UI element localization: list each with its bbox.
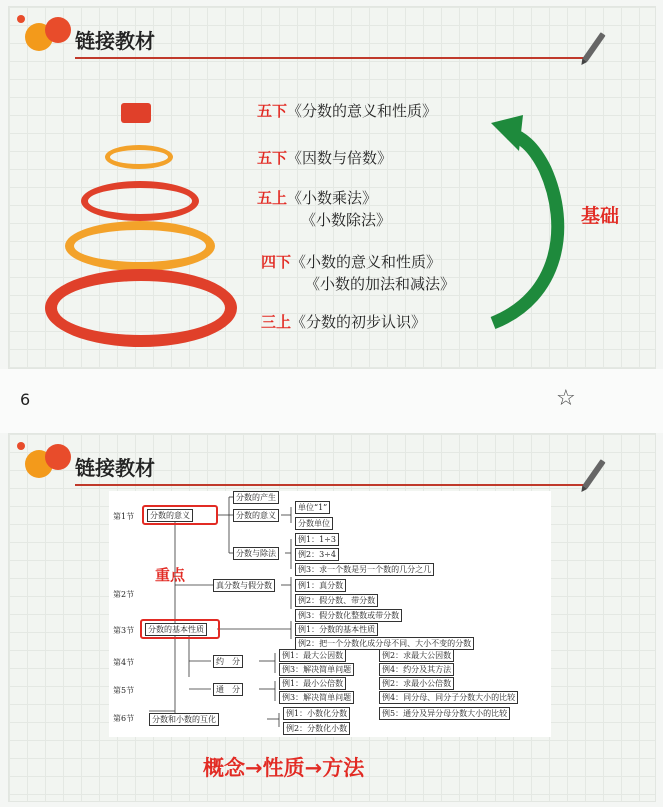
leaf-node: 例2：分数化小数 — [283, 722, 350, 735]
keyword-label: 重点 — [155, 566, 186, 584]
leaf-node: 分数单位 — [295, 517, 333, 530]
title-underline — [75, 57, 585, 59]
foundation-label: 基础 — [581, 205, 620, 227]
leaf-node: 例1：分数的基本性质 — [295, 623, 378, 636]
pencil-icon — [582, 459, 605, 489]
decor-dot-red — [45, 17, 71, 43]
main-node: 分数的意义 — [147, 509, 193, 522]
leaf-node: 例3：假分数化整数或带分数 — [295, 609, 402, 622]
title-underline — [75, 484, 585, 486]
book-line-1: 五下《分数的意义和性质》 — [257, 102, 438, 120]
section-label: 第4节 — [113, 658, 135, 667]
decor-dot-small — [17, 15, 25, 23]
page-number: 6 — [20, 390, 31, 409]
leaf-node: 例2：把一个分数化成分母不同、大小不变的分数 — [295, 637, 474, 650]
sub-node: 分数与除法 — [233, 547, 279, 560]
book-line-3: 五上《小数乘法》 — [257, 189, 378, 207]
ring-5-icon — [121, 103, 151, 123]
leaf-node: 例1：1÷3 — [295, 533, 339, 546]
ring-2-icon — [65, 221, 215, 271]
slide-title: 链接教材 — [75, 456, 155, 480]
leaf-node: 单位“1” — [295, 501, 330, 514]
sub-node: 约 分 — [213, 655, 243, 668]
slide-1[interactable] — [8, 6, 656, 369]
section-label: 第5节 — [113, 686, 135, 695]
leaf-node: 例2：3÷4 — [295, 548, 339, 561]
flow-caption: 概念→性质→方法 — [203, 756, 365, 780]
star-icon[interactable]: ☆ — [556, 386, 576, 411]
leaf-node: 例1：最小公倍数 — [279, 677, 346, 690]
leaf-node: 例4：同分母、同分子分数大小的比较 — [379, 691, 518, 704]
knowledge-map — [109, 491, 551, 737]
book-line-2: 五下《因数与倍数》 — [257, 149, 393, 167]
slide-2[interactable] — [8, 433, 656, 802]
pencil-icon — [582, 32, 605, 62]
leaf-node: 例1：最大公因数 — [279, 649, 346, 662]
leaf-node: 例3：解决简单问题 — [279, 691, 354, 704]
main-node: 分数的基本性质 — [145, 623, 207, 636]
leaf-node: 例2：假分数、带分数 — [295, 594, 378, 607]
leaf-node: 例1：真分数 — [295, 579, 346, 592]
curved-arrow-icon — [479, 107, 579, 331]
highlight-basic-property — [140, 619, 220, 639]
leaf-node: 例2：求最小公倍数 — [379, 677, 454, 690]
section-label: 第1节 — [113, 512, 135, 521]
sub-node: 分数的产生 — [233, 491, 279, 504]
sub-node: 通 分 — [213, 683, 243, 696]
ring-3-icon — [81, 181, 199, 221]
leaf-node: 例5：通分及异分母分数大小的比较 — [379, 707, 510, 720]
leaf-node: 例1：小数化分数 — [283, 707, 350, 720]
leaf-node: 例3：解决简单问题 — [279, 663, 354, 676]
main-node: 真分数与假分数 — [213, 579, 275, 592]
section-label: 第3节 — [113, 626, 135, 635]
ring-1-icon — [45, 269, 237, 347]
ring-4-icon — [105, 145, 173, 169]
leaf-node: 例4：约分及其方法 — [379, 663, 454, 676]
leaf-node: 例2：求最大公因数 — [379, 649, 454, 662]
book-line-7: 三上《分数的初步认识》 — [261, 313, 427, 331]
book-line-6: 《小数的加法和减法》 — [305, 275, 456, 293]
main-node: 分数和小数的互化 — [149, 713, 219, 726]
book-line-5: 四下《小数的意义和性质》 — [261, 253, 442, 271]
decor-dot-small — [17, 442, 25, 450]
slide-title: 链接教材 — [75, 29, 155, 53]
decor-dot-red — [45, 444, 71, 470]
section-label: 第6节 — [113, 714, 135, 723]
leaf-node: 例3：求一个数是另一个数的几分之几 — [295, 563, 434, 576]
section-label: 第2节 — [113, 590, 135, 599]
book-line-4: 《小数除法》 — [301, 211, 392, 229]
highlight-meaning — [142, 505, 218, 525]
sub-node: 分数的意义 — [233, 509, 279, 522]
